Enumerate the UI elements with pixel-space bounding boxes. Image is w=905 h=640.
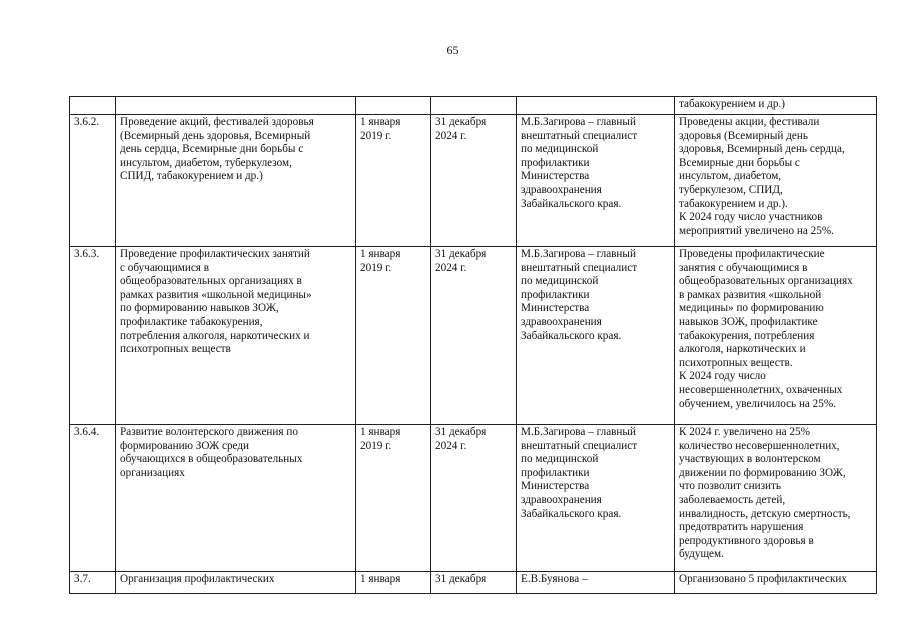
table-row <box>70 572 877 594</box>
plan-table <box>69 96 877 594</box>
cell-number: 3.6.3. <box>70 247 116 425</box>
cell-result: Организовано 5 профилактических <box>675 572 877 594</box>
cell-start-date: 1 января 2019 г. <box>356 425 431 572</box>
cell-responsible: М.Б.Загирова – главный внештатный специалист по медицинской профилактики Министерства здравоохранения Забайкальского края. <box>517 425 675 572</box>
cell-end-date: 31 декабря 2024 г. <box>431 247 517 425</box>
table-row <box>70 425 877 572</box>
cell-start-date <box>356 97 431 115</box>
cell-end-date: 31 декабря 2024 г. <box>431 115 517 247</box>
cell-end-date <box>431 97 517 115</box>
cell-name: Развитие волонтерского движения по формированию ЗОЖ среди обучающихся в общеобразовательных организациях <box>116 425 356 572</box>
cell-result: Проведены профилактические занятия с обучающимися в общеобразовательных организациях в рамках развития «школьной медицины» по формированию навыков ЗОЖ, профилактике табакокурения, потребления алкоголя, наркотических и психотропных веществ. К 2024 году число несовершеннолетних, охваченных обучением, увеличилось на 25%. <box>675 247 877 425</box>
table-row <box>70 97 877 115</box>
cell-responsible: М.Б.Загирова – главный внештатный специалист по медицинской профилактики Министерства здравоохранения Забайкальского края. <box>517 247 675 425</box>
cell-start-date: 1 января 2019 г. <box>356 247 431 425</box>
cell-number: 3.6.2. <box>70 115 116 247</box>
cell-result: Проведены акции, фестивали здоровья (Всемирный день здоровья, Всемирный день сердца, Всемирные дни борьбы с инсультом, диабетом, туберкулезом, СПИД, табакокурением и др.). К 2024 году число участников мероприятий увеличено на 25%. <box>675 115 877 247</box>
cell-start-date: 1 января <box>356 572 431 594</box>
cell-name <box>116 97 356 115</box>
cell-responsible: М.Б.Загирова – главный внештатный специалист по медицинской профилактики Министерства здравоохранения Забайкальского края. <box>517 115 675 247</box>
cell-responsible <box>517 97 675 115</box>
table-row <box>70 247 877 425</box>
page-number: 65 <box>446 43 459 57</box>
cell-responsible: Е.В.Буянова – <box>517 572 675 594</box>
cell-name: Организация профилактических <box>116 572 356 594</box>
cell-name: Проведение профилактических занятий с обучающимися в общеобразовательных организациях в рамках развития «школьной медицины» по формированию навыков ЗОЖ, профилактике табакокурения, потребления алкоголя, наркотических и психотропных веществ <box>116 247 356 425</box>
cell-name: Проведение акций, фестивалей здоровья (Всемирный день здоровья, Всемирный день сердца, Всемирные дни борьбы с инсультом, диабетом, туберкулезом, СПИД, табакокурением и др.) <box>116 115 356 247</box>
cell-number <box>70 97 116 115</box>
cell-end-date: 31 декабря 2024 г. <box>431 425 517 572</box>
cell-start-date: 1 января 2019 г. <box>356 115 431 247</box>
cell-result: К 2024 г. увеличено на 25% количество несовершеннолетних, участвующих в волонтерском движении по формированию ЗОЖ, что позволит снизить заболеваемость детей, инвалидность, детскую смертность, предотвратить нарушения репродуктивного здоровья в будущем. <box>675 425 877 572</box>
table-row <box>70 115 877 247</box>
cell-number: 3.7. <box>70 572 116 594</box>
cell-number: 3.6.4. <box>70 425 116 572</box>
cell-end-date: 31 декабря <box>431 572 517 594</box>
cell-result: табакокурением и др.) <box>675 97 877 115</box>
